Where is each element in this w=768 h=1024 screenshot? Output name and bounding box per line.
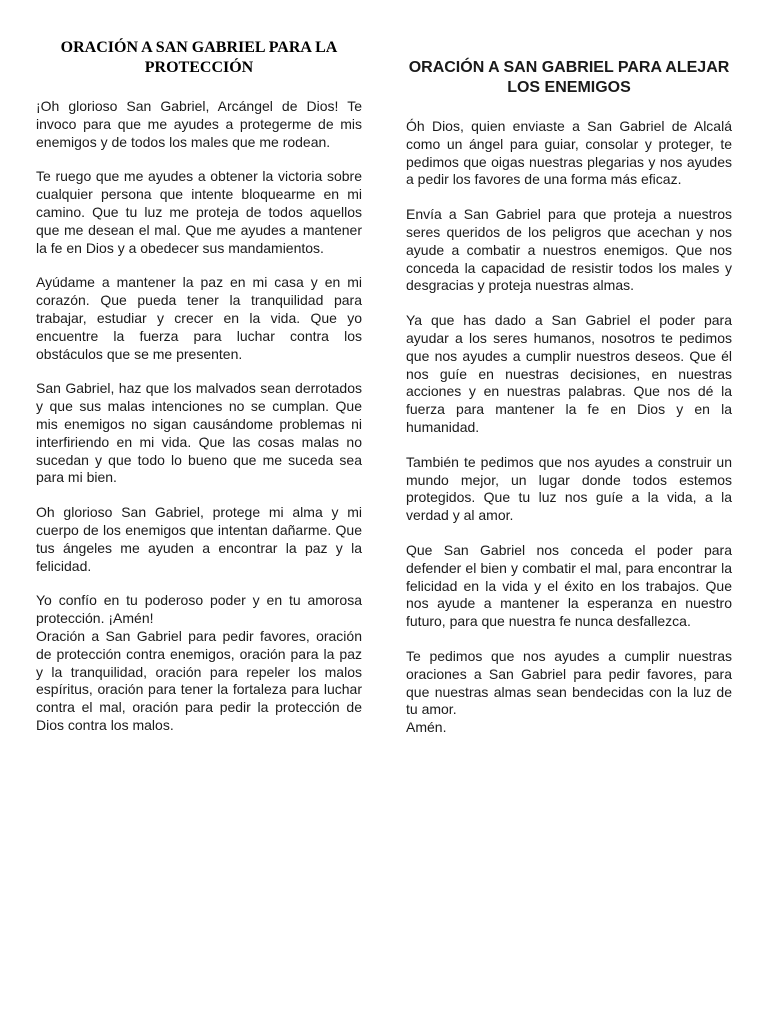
left-prayer-title: ORACIÓN A SAN GABRIEL PARA LA PROTECCIÓN — [60, 39, 338, 76]
left-paragraph-5: Oh glorioso San Gabriel, protege mi alma y mi cuerpo de los enemigos que intentan dañarme. Que tus ángeles me ayuden a encontrar la paz y la felicidad. — [36, 504, 362, 574]
left-paragraph-1: ¡Oh glorioso San Gabriel, Arcángel de Dios! Te invoco para que me ayudes a protegerme de mis enemigos y de todos los males que me rodean. — [36, 98, 362, 150]
right-closing-amen: Amén. — [406, 719, 447, 736]
right-paragraph-2: Envía a San Gabriel para que proteja a nuestros seres queridos de los peligros que acechan y nos ayude a combatir a nuestros enemigos. Que nos conceda la capacidad de resistir todos los males y desgracias y proteja nuestras almas. — [406, 206, 732, 294]
left-prayer-body — [36, 98, 362, 752]
right-paragraph-4: También te pedimos que nos ayudes a construir un mundo mejor, un lugar donde todos estemos protegidos. Que tu luz nos guíe a la vida, a la verdad y al amor. — [406, 453, 732, 524]
right-prayer-body — [406, 118, 732, 737]
left-keywords-paragraph: Oración a San Gabriel para pedir favores, oración de protección contra enemigos, oración para la paz y la tranquilidad, oración para repeler los malos espíritus, oración para tener la fortaleza para luchar contra el mal, oración para pedir la protección de Dios contra los malos. — [36, 627, 362, 733]
right-paragraph-1: Óh Dios, quien enviaste a San Gabriel de Alcalá como un ángel para guiar, consolar y proteger, te pedimos que oigas nuestras plegarias y nos ayudes a pedir los favores de una forma más eficaz. — [406, 118, 732, 188]
left-paragraph-4: San Gabriel, haz que los malvados sean derrotados y que sus malas intenciones no se cumplan. Que mis enemigos no sigan causándome problemas ni interfiriendo en mi vida. Que las cosas malas no sucedan y que todo lo bueno que me suceda sea para mi bien. — [36, 380, 362, 486]
left-closing-amen: Yo confío en tu poderoso poder y en tu amorosa protección. ¡Amén! — [36, 592, 362, 627]
right-paragraph-6: Te pedimos que nos ayudes a cumplir nuestras oraciones a San Gabriel para pedir favores, para que nuestras almas sean bendecidas con la luz de tu amor. — [406, 647, 732, 718]
right-paragraph-3: Ya que has dado a San Gabriel el poder para ayudar a los seres humanos, nosotros te pedimos que nos ayudes a cumplir nuestros deseos. Que él nos guíe en nuestras decisiones, en nuestras acciones y en nuestras palabras. Que nos dé la fuerza para mantener la fe en Dios y en la humanidad. — [406, 312, 732, 435]
right-paragraph-5: Que San Gabriel nos conceda el poder para defender el bien y combatir el mal, para encontrar la felicidad en la vida y el éxito en los trabajos. Que nos ayude a mantener la esperanza en nuestro futuro, para que nuestra fe nunca desfallezca. — [406, 541, 732, 630]
left-paragraph-3: Ayúdame a mantener la paz en mi casa y en mi corazón. Que pueda tener la tranquilidad para trabajar, estudiar y crecer en la vida. Que yo encuentre la fuerza para luchar contra los obstáculos que se me presenten. — [36, 274, 362, 362]
right-prayer-title: ORACIÓN A SAN GABRIEL PARA ALEJAR LOS ENEMIGOS — [408, 59, 730, 96]
left-paragraph-2: Te ruego que me ayudes a obtener la victoria sobre cualquier persona que intente bloquearme en mi camino. Que tu luz me proteja de todos aquellos que me desean el mal. Que me ayudes a mantener la fe en Dios y a obedecer sus mandamientos. — [36, 168, 362, 256]
